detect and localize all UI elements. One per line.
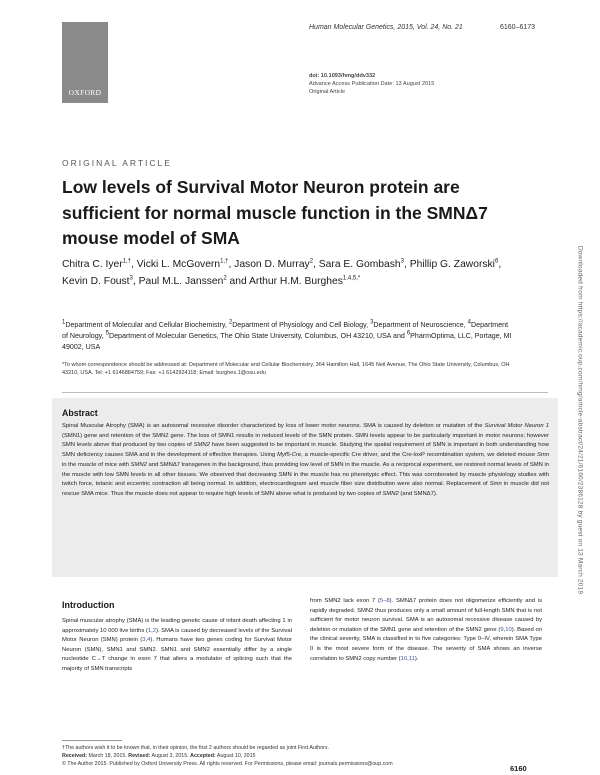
author-name: Paul M.L. Janssen (138, 275, 224, 287)
reference-link[interactable]: 5–8 (379, 598, 390, 604)
article-meta (309, 72, 434, 97)
footnote-divider (62, 740, 122, 741)
italic-term: SMN2 (193, 442, 210, 449)
author-affiliation-mark: 1,4,5,* (342, 275, 361, 282)
introduction-heading: Introduction (62, 600, 115, 610)
equal-contribution-note: †The authors wish it to be known that, in their opinion, the first 2 authors should be regarded as joint First Authors. (62, 745, 330, 751)
author-affiliation-mark: 6 (494, 258, 499, 265)
doi[interactable]: doi: 10.1093/hmg/ddv332 (309, 73, 376, 79)
affiliation-mark: 1 (62, 319, 66, 326)
affiliation-text: Department of Molecular and Cellular Biochemistry, (65, 321, 229, 329)
correspondence-note: *To whom correspondence should be addressed at: Department of Molecular and Cellular Biochemistry, 364 Hamilton Hall, 1645 Neil Avenue, The Ohio State University, Columbus, OH 43210, USA. Tel: +1 6146884759; Fax: +1 6142924118; Email: burghes.1@osu.edu (62, 362, 510, 377)
reference-link[interactable]: 2 (152, 627, 157, 634)
affiliation-text: PharmOptima, LLC, Portage, MI 49002, USA (62, 332, 512, 351)
affiliation-mark: 3 (370, 319, 374, 326)
divider (62, 392, 548, 393)
affiliation-mark: 5 (105, 330, 109, 337)
author-name: Phillip G. Zaworski (409, 259, 495, 270)
author-affiliation-mark: 2 (223, 275, 227, 282)
author-affiliation-mark: 1,† (220, 258, 229, 265)
italic-term: Survival Motor Neuron 1 (484, 423, 550, 429)
author-name: Sara E. Gombash (318, 259, 401, 270)
author-name: Vicki L. McGovern (136, 259, 221, 270)
abstract-heading: Abstract (62, 408, 98, 418)
download-notice-text[interactable]: Downloaded from https://academic.oup.com/hmg/article-abstract/24/21/6160/2386128 by guest on 13 March 2019 (576, 245, 584, 595)
italic-term: SMN2 (130, 461, 147, 468)
author-affiliation-mark: 3 (400, 258, 404, 265)
reference-link[interactable]: 11 (408, 655, 415, 662)
author-affiliation-mark: 3 (129, 275, 133, 282)
affiliation-mark: 4 (467, 319, 471, 326)
affiliation-mark: 6 (406, 330, 411, 337)
copyright-note: © The Author 2015. Published by Oxford University Press. All rights reserved. For Permissions, please email: journals.permissions@oup.com (62, 761, 393, 768)
download-notice (573, 190, 587, 650)
reference-link[interactable]: 1 (147, 627, 152, 634)
advance-access-date: Advance Access Publication Date: 13 August 2015 (309, 81, 435, 88)
italic-term: Smn (489, 481, 502, 488)
publisher-logo (62, 22, 108, 103)
journal-citation: Human Molecular Genetics, 2015, Vol. 24, No. 21 (309, 24, 463, 31)
reference-link[interactable]: 10 (400, 655, 408, 662)
page-number: 6160 (510, 764, 527, 773)
page-range: 6160–6173 (500, 24, 536, 31)
author-affiliation-mark: 1,† (122, 258, 131, 265)
affiliations (62, 320, 514, 353)
author-name: Chitra C. Iyer (62, 259, 123, 270)
abstract-text: Spinal Muscular Atrophy (SMA) is an autosomal recessive disorder characterized by loss of lower motor neurons. SMA is caused by deletion or mutation of the Survival Motor Neuron 1 (SMN1) gene and retention of the SMN2 gene. The loss of SMN1 results in reduced levels of the SMN protein. SMN levels appear to be particularly important in motor neurons; however SMN levels above that produced by two copies of SMN2 have been suggested to be important in muscle. Studying the spatial requirement of SMN is important in both understanding how SMN deficiency causes SMA and in the development of effective therapies. Using Myf5-Cre, a muscle-specific Cre driver, and the Cre-loxP recombination system, we deleted mouse Smn in the muscle of mice with SMN2 and SMNΔ7 transgenes in the background, thus providing low level of SMN in the muscle. As a reciprocal experiment, we restored normal levels of SMN in the muscle with low SMN levels in all other tissues. We observed that decreasing SMN in the muscle has no phenotypic effect. This was corroborated by muscle physiology studies with twitch force, tetanic and eccentric contraction all being normal. In addition, electrocardiogram and muscle fiber size distribution were also normal. Replacement of Smn in muscle did not rescue SMA mice. Thus the muscle does not appear to require high levels of SMN above what is produced by two copies of SMN2 (and SMNΔ7). (62, 423, 550, 497)
affiliation-text: Department of Neurology, (62, 321, 509, 340)
italic-term: Myf5-Cre (277, 452, 302, 459)
section-kicker: ORIGINAL ARTICLE (62, 158, 172, 168)
affiliation-text: Department of Neuroscience, (373, 321, 468, 329)
affiliation-text: Department of Physiology and Cell Biology, (232, 321, 371, 329)
author-list: Chitra C. Iyer$^{1,\dagger}$, Vicki L. McGovern$^{1,\dagger}$, Jason D. Murray$^2$, Sara E. Gombash$^3$, Phillip G. Zaworski$^6$, Kevin D. Foust$^3$, Paul M.L. Janssen$^2$ and Arthur H.M. Burghes$^{1,4,5,*}$ (62, 258, 502, 287)
article-title: Low levels of Survival Motor Neuron protein are sufficient for normal muscle function in the SMNΔ7 mouse model of SMA (62, 177, 488, 248)
introduction-column-right: from SMN2 lack exon 7 (5–8). SMNΔ7 protein does not oligomerize efficiently and is rapidly degraded. SMN2 thus produces only a small amount of full-length SMN that is not sufficient for motor neuron survival. SMA is an autosomal recessive disease caused by deletion or mutation of the SMN1 gene and retention of the SMN2 gene (9,10). Based on the clinical severity, SMA is classified in to five categories: Type 0–IV, wherein SMA Type 0 is the most severe form of the disease. The severity of SMA shows an inverse correlation to SMN2 copy number (10,11). (310, 598, 543, 662)
logo-wordmark: OXFORD (68, 88, 102, 97)
affiliation-text: Department of Molecular Genetics, The Ohio State University, Columbus, OH 43210, USA and (108, 332, 407, 340)
author-name: Kevin D. Foust (62, 275, 130, 287)
reference-link[interactable]: 3 (142, 637, 146, 644)
reference-link[interactable]: 4 (147, 637, 151, 644)
italic-term: SMN2 (382, 490, 399, 497)
reference-link[interactable]: 9 (500, 626, 504, 633)
author-name: Arthur H.M. Burghes (249, 275, 343, 287)
footnotes (62, 744, 542, 768)
history-dates: Received: March 18, 2015. Revised: August 3, 2015. Accepted: August 10, 2015 (62, 753, 256, 760)
affiliation-mark: 2 (228, 319, 233, 326)
author-affiliation-mark: 2 (309, 258, 314, 265)
author-name: Jason D. Murray (234, 259, 310, 270)
article-type: Original Article (309, 89, 346, 96)
reference-link[interactable]: 10 (505, 626, 512, 633)
introduction-column-left: Spinal muscular atrophy (SMA) is the leading genetic cause of infant death affecting 1 in approximately 10 000 live births (1,2). SMA is caused by decreased levels of the Survival Motor Neuron (SMN) protein (3,4). Humans have two genes coding for Survival Motor Neuron (SMN), SMN1 and SMN2. SMN1 and SMN2 essentially differ by a single nucleotide C→T change in exon 7 that alters a modulator of splicing such that the majority of SMN transcripts (62, 618, 292, 672)
italic-term: Smn (536, 452, 549, 459)
